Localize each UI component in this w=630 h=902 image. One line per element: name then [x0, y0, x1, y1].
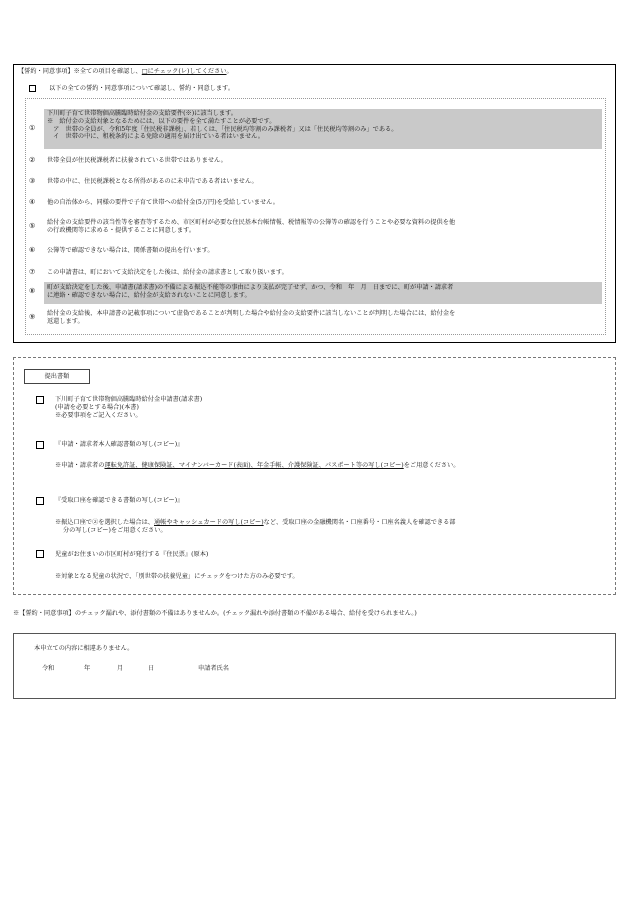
item-line: ※ 給付金の支給対象となるためには、以下の要件を全て満たすことが必要です。: [47, 117, 276, 125]
doc1-checkbox[interactable]: [36, 396, 44, 404]
item-text: [47, 310, 599, 326]
doc4-note: ※対象となる児童の状況で、「別世帯の扶養児童」にチェックをつけた方のみ必要です。: [55, 573, 299, 580]
doc4-title: 児童がお住まいの市区町村が発行する『住民票』(原本): [55, 551, 209, 558]
doc2-note-suffix: をご用意ください。: [403, 462, 460, 469]
doc3-title: 『受取口座を確認できる書類の写し(コピー)』: [55, 497, 184, 504]
day-label: 日: [148, 665, 155, 672]
doc3-checkbox[interactable]: [36, 497, 44, 505]
pledge-header-emphasis: □にチェック(レ)してください: [141, 68, 227, 75]
doc3-note-prefix: ※振込口座で②を選択した場合は、: [55, 519, 154, 526]
doc2-note: [55, 462, 459, 470]
doc2-note-prefix: ※申請・請求者の: [55, 462, 105, 469]
item-text: [47, 219, 599, 235]
pledge-header-prefix: 【誓約・同意事項】※全ての項目を確認し、: [18, 68, 142, 75]
item-line: 町が支給決定をした後、申請書(請求書)の不備による振込不能等の事由により支払が完了せず、かつ、令和 年 月 日までに、町が申請・請求者: [47, 284, 454, 291]
documents-section: [13, 357, 616, 595]
pledge-items-list: [25, 98, 606, 335]
pledge-section: [13, 64, 616, 343]
item-number: ①: [29, 124, 36, 132]
documents-title: 提出書類: [24, 369, 90, 384]
item-text: 世帯全員が住民税課税者に扶養されている世帯ではありません。: [47, 157, 227, 164]
pledge-header: [18, 68, 233, 76]
doc2-title: 『申請・請求者本人確認書類の写し(コピー)』: [55, 441, 184, 448]
year-label: 年: [84, 665, 91, 672]
item-line: ア 世帯の全員が、令和5年度「住民税非課税」、若しくは、「住民税均等割のみ課税者」又は「住民税均等割のみ」である。: [47, 125, 398, 133]
pledge-header-suffix: 。: [226, 68, 233, 75]
doc-line: 下川町子育て世帯物価高騰臨時給付金申請書(請求書): [55, 396, 203, 403]
declaration-section: [13, 633, 616, 699]
item-line: イ 世帯の中に、租税条約による免除の適用を届け出ている者はいません。: [47, 133, 264, 141]
item-line: 返還します。: [47, 317, 84, 325]
item-number: ②: [29, 156, 36, 164]
declaration-statement: 本申立ての内容に相違ありません。: [34, 645, 134, 652]
item-text: 公簿等で確認できない場合は、関係書類の提出を行います。: [47, 247, 214, 254]
applicant-name-label: 申請者氏名: [198, 665, 229, 672]
doc3-note-suffix: など、受取口座の金融機関名・口座番号・口座名義人を確認できる部: [263, 519, 456, 526]
doc3-note-items: 通帳やキャッシュカードの写し(コピー): [154, 519, 264, 526]
doc2-note-items: 運転免許証、健康保険証、マイナンバーカード(表面)、年金手帳、介護保険証、パスポート等の写し(コピー): [104, 462, 404, 469]
doc-line: ※必要事項をご記入ください。: [55, 411, 142, 419]
item-number: ⑤: [29, 222, 36, 230]
item-number: ③: [29, 177, 36, 185]
pledge-item-1: [26, 110, 605, 150]
check-note: ※【誓約・同意事項】のチェック漏れや、添付書類の不備はありませんか。(チェック漏れや添付書類の不備がある場合、給付を受けられません。): [13, 610, 417, 617]
item-text: 他の自治体から、同様の要件で子育て世帯への給付金(5万円)を受給していません。: [47, 199, 279, 206]
item-number: ④: [29, 198, 36, 206]
item-line: の行政機関等に求める・提供することに同意します。: [47, 226, 196, 234]
doc3-note: [55, 519, 455, 535]
item-number: ⑦: [29, 268, 36, 276]
item-text: 世帯の中に、住民税課税となる所得があるのに未申告である者はいません。: [47, 178, 258, 185]
agree-all-label: 以下の全ての誓約・同意事項について確認し、誓約・同意します。: [49, 85, 235, 92]
item-number: ⑨: [29, 313, 36, 321]
item-line: に連絡・確認できない場合に、給付金が支給されないことに同意します。: [47, 291, 251, 299]
doc4-checkbox[interactable]: [36, 550, 44, 558]
month-label: 月: [117, 665, 124, 672]
doc-line: (申請を必要とする場合)(本書): [55, 403, 139, 411]
item-line: 下川町子育て世帯物価高騰臨時給付金の支給要件(※)に該当します。: [47, 110, 237, 117]
item-line: 給付金の支給後、本申請書の記載事項について虚偽であることが判明した場合や給付金の支給要件に該当しないことが判明した場合には、給付金を: [47, 310, 456, 317]
agree-all-checkbox[interactable]: [29, 85, 36, 92]
era-label: 令和: [42, 665, 55, 672]
item-text: この申請書は、町において支給決定をした後は、給付金の請求書として取り扱います。: [47, 269, 288, 276]
item-line: 給付金の支給要件の該当性等を審査等するため、市区町村が必要な住民基本台帳情報、税情報等の公簿等の確認を行うことや必要な資料の提供を他: [47, 219, 456, 226]
item-text: [47, 284, 599, 300]
doc3-note-line2: 分の写し(コピー)をご用意ください。: [63, 526, 167, 534]
item-number: ⑧: [29, 287, 36, 295]
item-text: [47, 110, 599, 141]
doc1-text: [55, 396, 202, 419]
doc2-checkbox[interactable]: [36, 441, 44, 449]
item-number: ⑥: [29, 246, 36, 254]
